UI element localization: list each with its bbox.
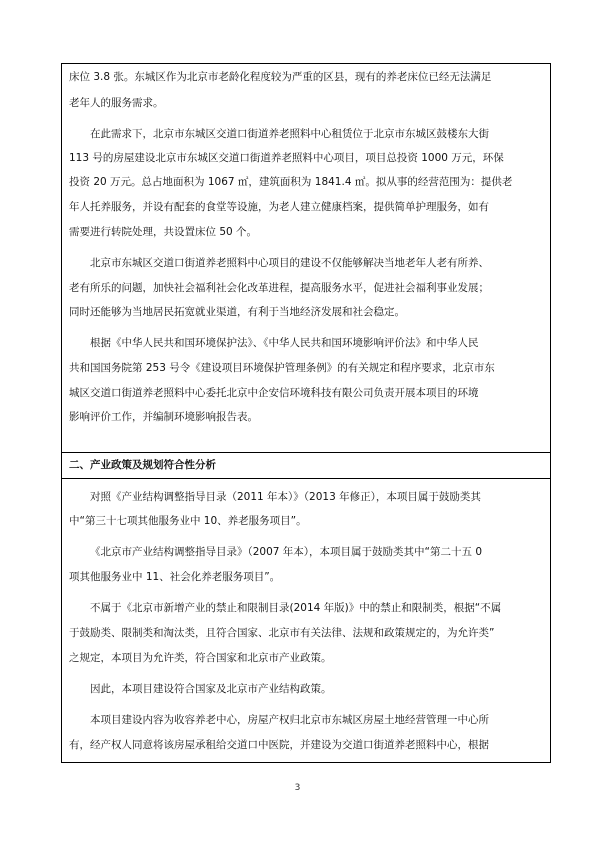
text-line: 本项目建设内容为收容养老中心，房屋产权归北京市东城区房屋土地经营管理一中心所 [90,714,489,726]
text-line: 年人托养服务，并设有配套的食堂等设施，为老人建立健康档案，提供简单护理服务，如有 [69,201,489,213]
text-line: 需要进行转院处理，共设置床位 50 个。 [69,226,258,238]
text-line: 因此，本项目建设符合国家及北京市产业结构政策。 [90,683,332,695]
text-line: 对照《产业结构调整指导目录（2011 年本）》（2013 年修正），本项目属于鼓励类其 [90,491,481,503]
section-divider [62,478,550,479]
text-line: 床位 3.8 张。东城区作为北京市老龄化程度较为严重的区县，现有的养老床位已经无法满足 [69,71,492,83]
text-line: 影响评价工作，并编制环境影响报告表。 [69,411,258,423]
text-line: 不属于《北京市新增产业的禁止和限制目录(2014 年版)》中的禁止和限制类，根据“不属 [90,602,502,614]
text-line: 同时还能够为当地居民拓宽就业渠道，有利于当地经济发展和社会稳定。 [69,306,405,318]
text-line: 北京市东城区交道口街道养老照料中心项目的建设不仅能够解决当地老年人老有所养、 [90,257,489,269]
text-line: 于鼓励类、限制类和淘汰类，且符合国家、北京市有关法律、法规和政策规定的，为允许类” [69,627,495,639]
text-line: 项其他服务业中 11、社会化养老服务项目”。 [69,571,281,583]
text-line: 城区交道口街道养老照料中心委托北京中企安信环境科技有限公司负责开展本项目的环境 [69,387,479,399]
text-line: 在此需求下，北京市东城区交道口街道养老照料中心租赁位于北京市东城区鼓楼东大街 [90,128,489,140]
text-line: 老年人的服务需求。 [69,97,164,109]
text-line: 之规定，本项目为允许类，符合国家和北京市产业政策。 [69,652,332,664]
text-line: 《北京市产业结构调整指导目录》（2007 年本），本项目属于鼓励类其中“第二十五 0 [90,546,483,558]
text-line: 有，经产权人同意将该房屋承租给交道口中医院，并建设为交道口街道养老照料中心，根据 [69,739,489,751]
section-heading: 二、产业政策及规划符合性分析 [69,459,216,471]
text-line: 中“第三十七项其他服务业中 10、养老服务项目”。 [69,515,307,527]
text-line: 投资 20 万元。总占地面积为 1067 ㎡，建筑面积为 1841.4 ㎡。拟从事的经营范围为：提供老 [69,176,513,188]
section-divider [62,452,550,453]
text-line: 根据《中华人民共和国环境保护法》、《中华人民共和国环境影响评价法》和中华人民 [90,337,479,349]
text-line: 共和国国务院第 253 号令《建设项目环境保护管理条例》的有关规定和程序要求，北京市东 [69,362,495,374]
text-line: 113 号的房屋建设北京市东城区交道口街道养老照料中心项目，项目总投资 1000 万元，环保 [69,152,504,164]
page-number: 3 [294,783,301,793]
document-frame [61,63,551,763]
text-line: 老有所乐的问题，加快社会福利社会化改革进程，提高服务水平，促进社会福利事业发展； [69,282,489,294]
